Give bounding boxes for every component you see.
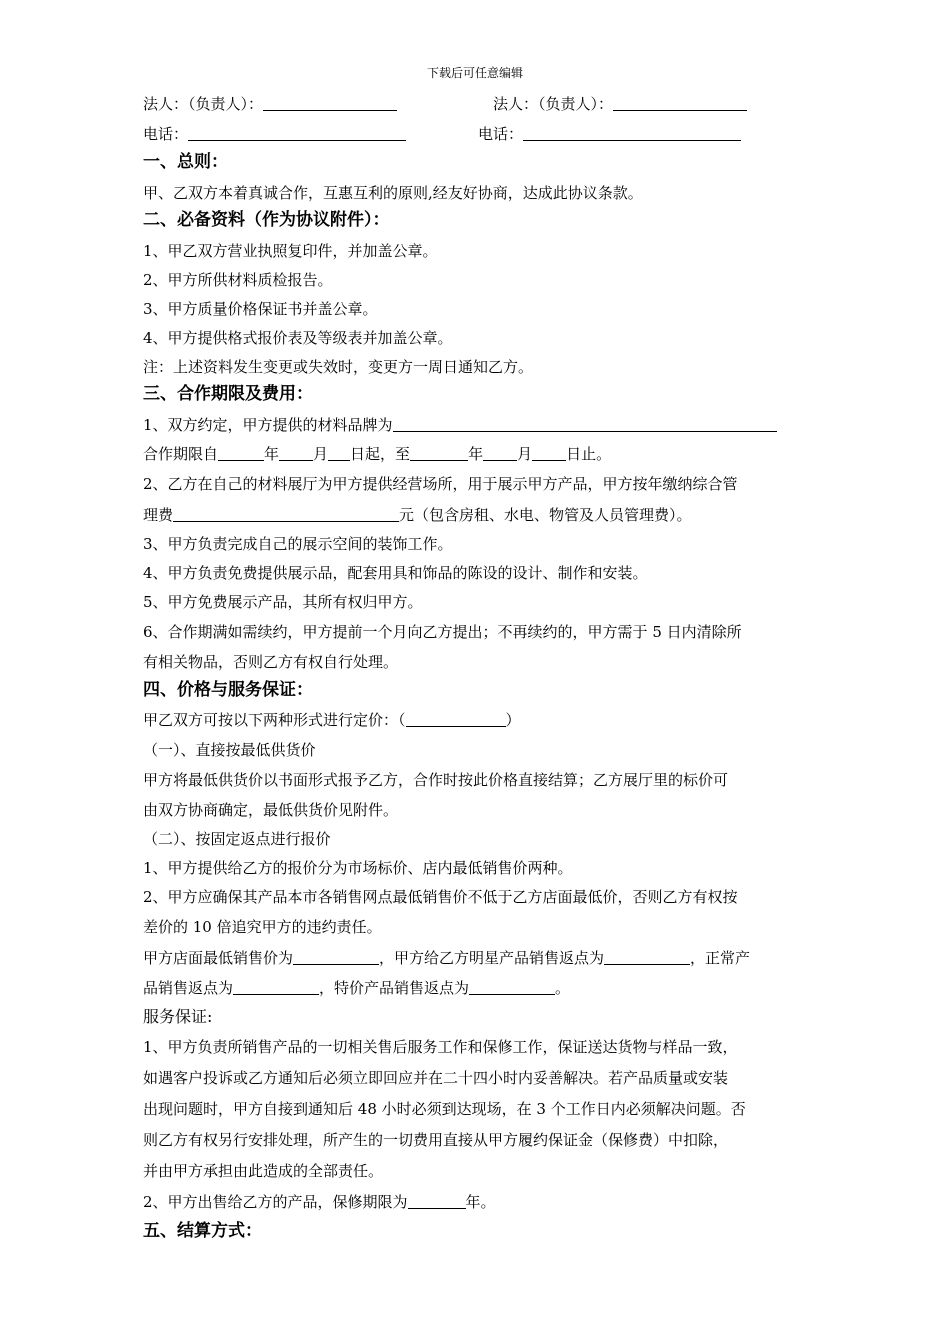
service-item-1-line-4: 则乙方有权另行安排处理，所产生的一切费用直接从甲方履约保证金（保修费）中扣除， bbox=[143, 1131, 729, 1149]
pricing-form-blank bbox=[406, 710, 506, 727]
service-item-1-line-2: 如遇客户投诉或乙方通知后必须立即回应并在二十四小时内妥善解决。若产品质量或安装 bbox=[143, 1069, 729, 1087]
option-2-title: （二）、按固定返点进行报价 bbox=[143, 830, 331, 848]
signature-row-legal-b bbox=[493, 94, 747, 114]
section-3-item-2-line-1: 2、乙方在自己的材料展厅为甲方提供经营场所，用于展示甲方产品，甲方按年缴纳综合管 bbox=[143, 475, 738, 493]
section-3-item-6-line-1: 6、合作期满如需续约，甲方提前一个月向乙方提出；不再续约的，甲方需于 5 日内清除所 bbox=[143, 623, 742, 641]
month-label: 月 bbox=[517, 445, 533, 463]
star-rebate-label: ，甲方给乙方明星产品销售返点为 bbox=[379, 949, 605, 967]
section-2-item-3: 3、甲方质量价格保证书并盖公章。 bbox=[143, 300, 378, 318]
special-rebate-blank bbox=[469, 978, 555, 995]
warranty-label: 2、甲方出售给乙方的产品，保修期限为 bbox=[143, 1193, 408, 1211]
brand-blank bbox=[393, 415, 777, 432]
service-item-1-line-3: 出现问题时，甲方自接到通知后 48 小时必须到达现场，在 3 个工作日内必须解决问题。否 bbox=[143, 1100, 746, 1118]
section-2-title: 二、必备资料（作为协议附件）： bbox=[143, 210, 390, 230]
period-mark: 。 bbox=[555, 979, 571, 997]
section-3-title: 三、合作期限及费用： bbox=[143, 384, 313, 404]
pricing-form-label: 甲乙双方可按以下两种形式进行定价：（ bbox=[143, 711, 406, 729]
special-rebate-label: ，特价产品销售返点为 bbox=[319, 979, 470, 997]
section-3-item-5: 5、甲方免费展示产品，其所有权归甲方。 bbox=[143, 593, 423, 611]
year-label: 年 bbox=[264, 445, 280, 463]
legal-rep-b-blank bbox=[613, 94, 747, 111]
period-month-from-blank bbox=[279, 444, 313, 461]
period-month-to-blank bbox=[483, 444, 517, 461]
section-3-item-3: 3、甲方负责完成自己的展示空间的装饰工作。 bbox=[143, 535, 453, 553]
section-2-item-1: 1、甲乙双方营业执照复印件，并加盖公章。 bbox=[143, 242, 438, 260]
min-price-blank bbox=[293, 948, 379, 965]
section-4-title: 四、价格与服务保证： bbox=[143, 680, 313, 700]
period-day-from-blank bbox=[328, 444, 350, 461]
section-2-item-2: 2、甲方所供材料质检报告。 bbox=[143, 271, 333, 289]
rebate-line-2 bbox=[143, 978, 570, 998]
warranty-years-blank bbox=[408, 1192, 466, 1209]
option-1-title: （一）、直接按最低供货价 bbox=[143, 741, 316, 759]
section-3-item-6-line-2: 有相关物品，否则乙方有权自行处理。 bbox=[143, 653, 399, 671]
phone-a-label: 电话： bbox=[143, 125, 189, 143]
header-note: 下载后可任意编辑 bbox=[426, 66, 523, 80]
legal-rep-a-blank bbox=[263, 94, 397, 111]
cooperation-period bbox=[143, 444, 611, 464]
brand-label: 1、双方约定，甲方提供的材料品牌为 bbox=[143, 416, 393, 434]
service-item-2 bbox=[143, 1192, 496, 1212]
option-2-item-1: 1、甲方提供给乙方的报价分为市场标价、店内最低销售价两种。 bbox=[143, 859, 573, 877]
option-1-line-2: 由双方协商确定，最低供货价见附件。 bbox=[143, 801, 399, 819]
year-unit: 年。 bbox=[465, 1193, 496, 1211]
section-1-paragraph: 甲、乙双方本着真诚合作，互惠互利的原则,经友好协商，达成此协议条款。 bbox=[143, 184, 643, 202]
phone-a-blank bbox=[188, 124, 406, 141]
normal-rebate-label: 品销售返点为 bbox=[143, 979, 234, 997]
section-1-title: 一、总则： bbox=[143, 152, 228, 172]
day-from-label: 日起，至 bbox=[350, 445, 411, 463]
month-label: 月 bbox=[313, 445, 329, 463]
option-2-item-2-line-2: 差价的 10 倍追究甲方的违约责任。 bbox=[143, 918, 382, 936]
option-1-line-1: 甲方将最低供货价以书面形式报予乙方，合作时按此价格直接结算；乙方展厅里的标价可 bbox=[143, 771, 729, 789]
rebate-line-1 bbox=[143, 948, 750, 968]
normal-rebate-label-start: ，正常产 bbox=[690, 949, 751, 967]
service-title: 服务保证: bbox=[143, 1007, 213, 1026]
star-rebate-blank bbox=[604, 948, 690, 965]
phone-b-label: 电话： bbox=[478, 125, 524, 143]
normal-rebate-blank bbox=[233, 978, 319, 995]
period-from-label: 合作期限自 bbox=[143, 445, 219, 463]
period-year-from-blank bbox=[218, 444, 264, 461]
pricing-form-close: ） bbox=[505, 711, 521, 729]
fee-blank bbox=[173, 505, 399, 522]
day-to-label: 日止。 bbox=[566, 445, 612, 463]
signature-row-legal bbox=[143, 94, 397, 114]
section-5-title: 五、结算方式： bbox=[143, 1221, 262, 1241]
phone-b-blank bbox=[523, 124, 741, 141]
section-2-item-4: 4、甲方提供格式报价表及等级表并加盖公章。 bbox=[143, 329, 453, 347]
period-year-to-blank bbox=[410, 444, 468, 461]
period-day-to-blank bbox=[532, 444, 566, 461]
option-2-item-2-line-1: 2、甲方应确保其产品本市各销售网点最低销售价不低于乙方店面最低价，否则乙方有权按 bbox=[143, 888, 738, 906]
section-3-item-4: 4、甲方负责免费提供展示品，配套用具和饰品的陈设的设计、制作和安装。 bbox=[143, 564, 648, 582]
fee-description: 元（包含房租、水电、物管及人员管理费）。 bbox=[399, 506, 692, 524]
fee-label: 理费 bbox=[143, 506, 174, 524]
service-item-1-line-1: 1、甲方负责所销售产品的一切相关售后服务工作和保修工作，保证送达货物与样品一致， bbox=[143, 1038, 738, 1056]
section-2-note: 注：上述资料发生变更或失效时，变更方一周日通知乙方。 bbox=[143, 358, 534, 376]
service-item-1-line-5: 并由甲方承担由此造成的全部责任。 bbox=[143, 1162, 384, 1180]
pricing-form-line bbox=[143, 710, 521, 730]
signature-row-phone-b bbox=[478, 124, 741, 144]
signature-row-phone bbox=[143, 124, 406, 144]
section-3-item-2-line-2 bbox=[143, 505, 692, 525]
year-label: 年 bbox=[468, 445, 484, 463]
legal-rep-b-label: 法人：（负责人）： bbox=[493, 95, 614, 113]
min-price-label: 甲方店面最低销售价为 bbox=[143, 949, 294, 967]
legal-rep-a-label: 法人：（负责人）： bbox=[143, 95, 264, 113]
section-3-item-1 bbox=[143, 415, 777, 435]
